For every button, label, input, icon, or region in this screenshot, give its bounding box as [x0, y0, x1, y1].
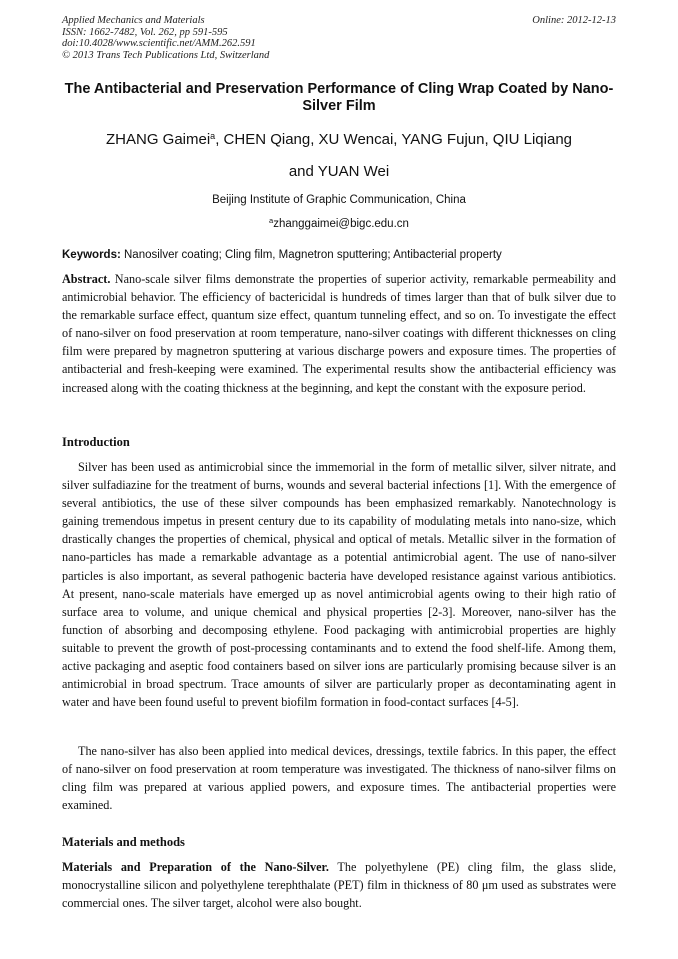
- first-author-affil-mark: a: [210, 131, 216, 141]
- keywords-label: Keywords:: [62, 249, 121, 261]
- keywords-text: Nanosilver coating; Cling film, Magnetron sputtering; Antibacterial property: [124, 249, 502, 261]
- journal-doi: doi:10.4028/www.scientific.net/AMM.262.591: [62, 38, 256, 50]
- journal-copyright: © 2013 Trans Tech Publications Ltd, Switzerland: [62, 49, 270, 61]
- methods-text: The polyethylene (PE) cling film, the glass slide, monocrystalline silicon and polyethylene terephthalate (PET) film in thickness of 80 μm used as substrates were commercial ones. The silver target, alcohol were also bought.: [62, 860, 617, 911]
- author-line-2: and YUAN Wei: [288, 163, 390, 180]
- methods-subheading: Materials and Preparation of the Nano-Silver.: [62, 860, 329, 874]
- journal-issn: ISSN: 1662-7482, Vol. 262, pp 591-595: [62, 26, 228, 38]
- online-date: Online: 2012-12-13: [532, 15, 616, 26]
- author-list: [62, 124, 616, 188]
- introduction-heading: Introduction: [62, 435, 130, 449]
- abstract-text: Nano-scale silver films demonstrate the properties of superior activity, remarkable permeability and antimicrobial behavior. The efficiency of bactericidal is hundreds of times larger than that of bulk silver due to the remarkable surface effect, quantum size effect, quantum tunneling effect, and so on. To investigate the effect of nano-silver on food preservation at room temperature, nano-silver coatings with different thicknesses on cling film were prepared by magnetron sputtering at various discharge powers and exposure times. The properties of antibacterial and fresh-keeping were examined. The experimental results show the antibacterial efficiency was increased along with the coating thickness at the beginning, and kept the constant with the exposure period.: [62, 272, 616, 395]
- author-email: [62, 217, 616, 231]
- keywords: [62, 248, 616, 262]
- methods-paragraph: [62, 858, 616, 912]
- affiliation: Beijing Institute of Graphic Communication, China: [212, 194, 466, 206]
- email-affil-mark: a: [269, 216, 274, 225]
- email-address: zhanggaimei@bigc.edu.cn: [273, 218, 409, 230]
- abstract-label: Abstract.: [62, 272, 111, 286]
- paper-title: The Antibacterial and Preservation Performance of Cling Wrap Coated by Nano-Silver Film: [64, 81, 614, 114]
- methods-heading: Materials and methods: [62, 835, 185, 849]
- author-line-1: [62, 124, 616, 156]
- other-authors: , CHEN Qiang, XU Wencai, YANG Fujun, QIU Liqiang: [215, 131, 573, 148]
- abstract: [62, 270, 616, 397]
- journal-header: [62, 15, 616, 61]
- introduction-paragraph-1: Silver has been used as antimicrobial since the immemorial in the form of metallic silver, silver nitrate, and silver sulfadiazine for the treatment of burns, wounds and several bacterial infections [1]. With the emergence of several antibiotics, the use of these silver compounds has been emphasized remarkably. Nanotechnology is gaining tremendous impetus in present century due to its capability of modulating metals into nano-size, which drastically changes the properties of chemical, physical and optical of metals. Metallic silver in the formation of nano-particles has made a remarkable advantage as a potential antimicrobial agent. The use of nano-silver particles is also important, as several pathogenic bacteria have developed resistance against various antibiotics. At present, nano-scale materials have emerged up as novel antimicrobial agents owing to their high ratio of surface area to volume, and unique chemical and physical properties [2-3]. Moreover, nano-silver has the function of absorbing and decomposing ethylene. Food packaging with antimicrobial properties are highly suitable to prevent the growth of post-processing contaminants and to extend the food shelf-life. Among them, active packaging and aseptic food containers based on silver ions are particularly promising because silver is an antimicrobial in broad spectrum. Trace amounts of silver are particularly proper as decontaminating agent in water and have been found useful to prevent biofilm formation in food-contact surfaces [4-5].: [62, 460, 616, 710]
- first-author: ZHANG Gaimei: [105, 131, 211, 148]
- introduction-paragraph-2: The nano-silver has also been applied into medical devices, dressings, textile fabrics. In this paper, the effect of nano-silver on food preservation at room temperature was investigated. The thickness of nano-silver films on cling film was prepared at various applied powers, and exposure times. The antibacterial properties were examined.: [62, 744, 616, 813]
- journal-name: Applied Mechanics and Materials: [62, 15, 205, 26]
